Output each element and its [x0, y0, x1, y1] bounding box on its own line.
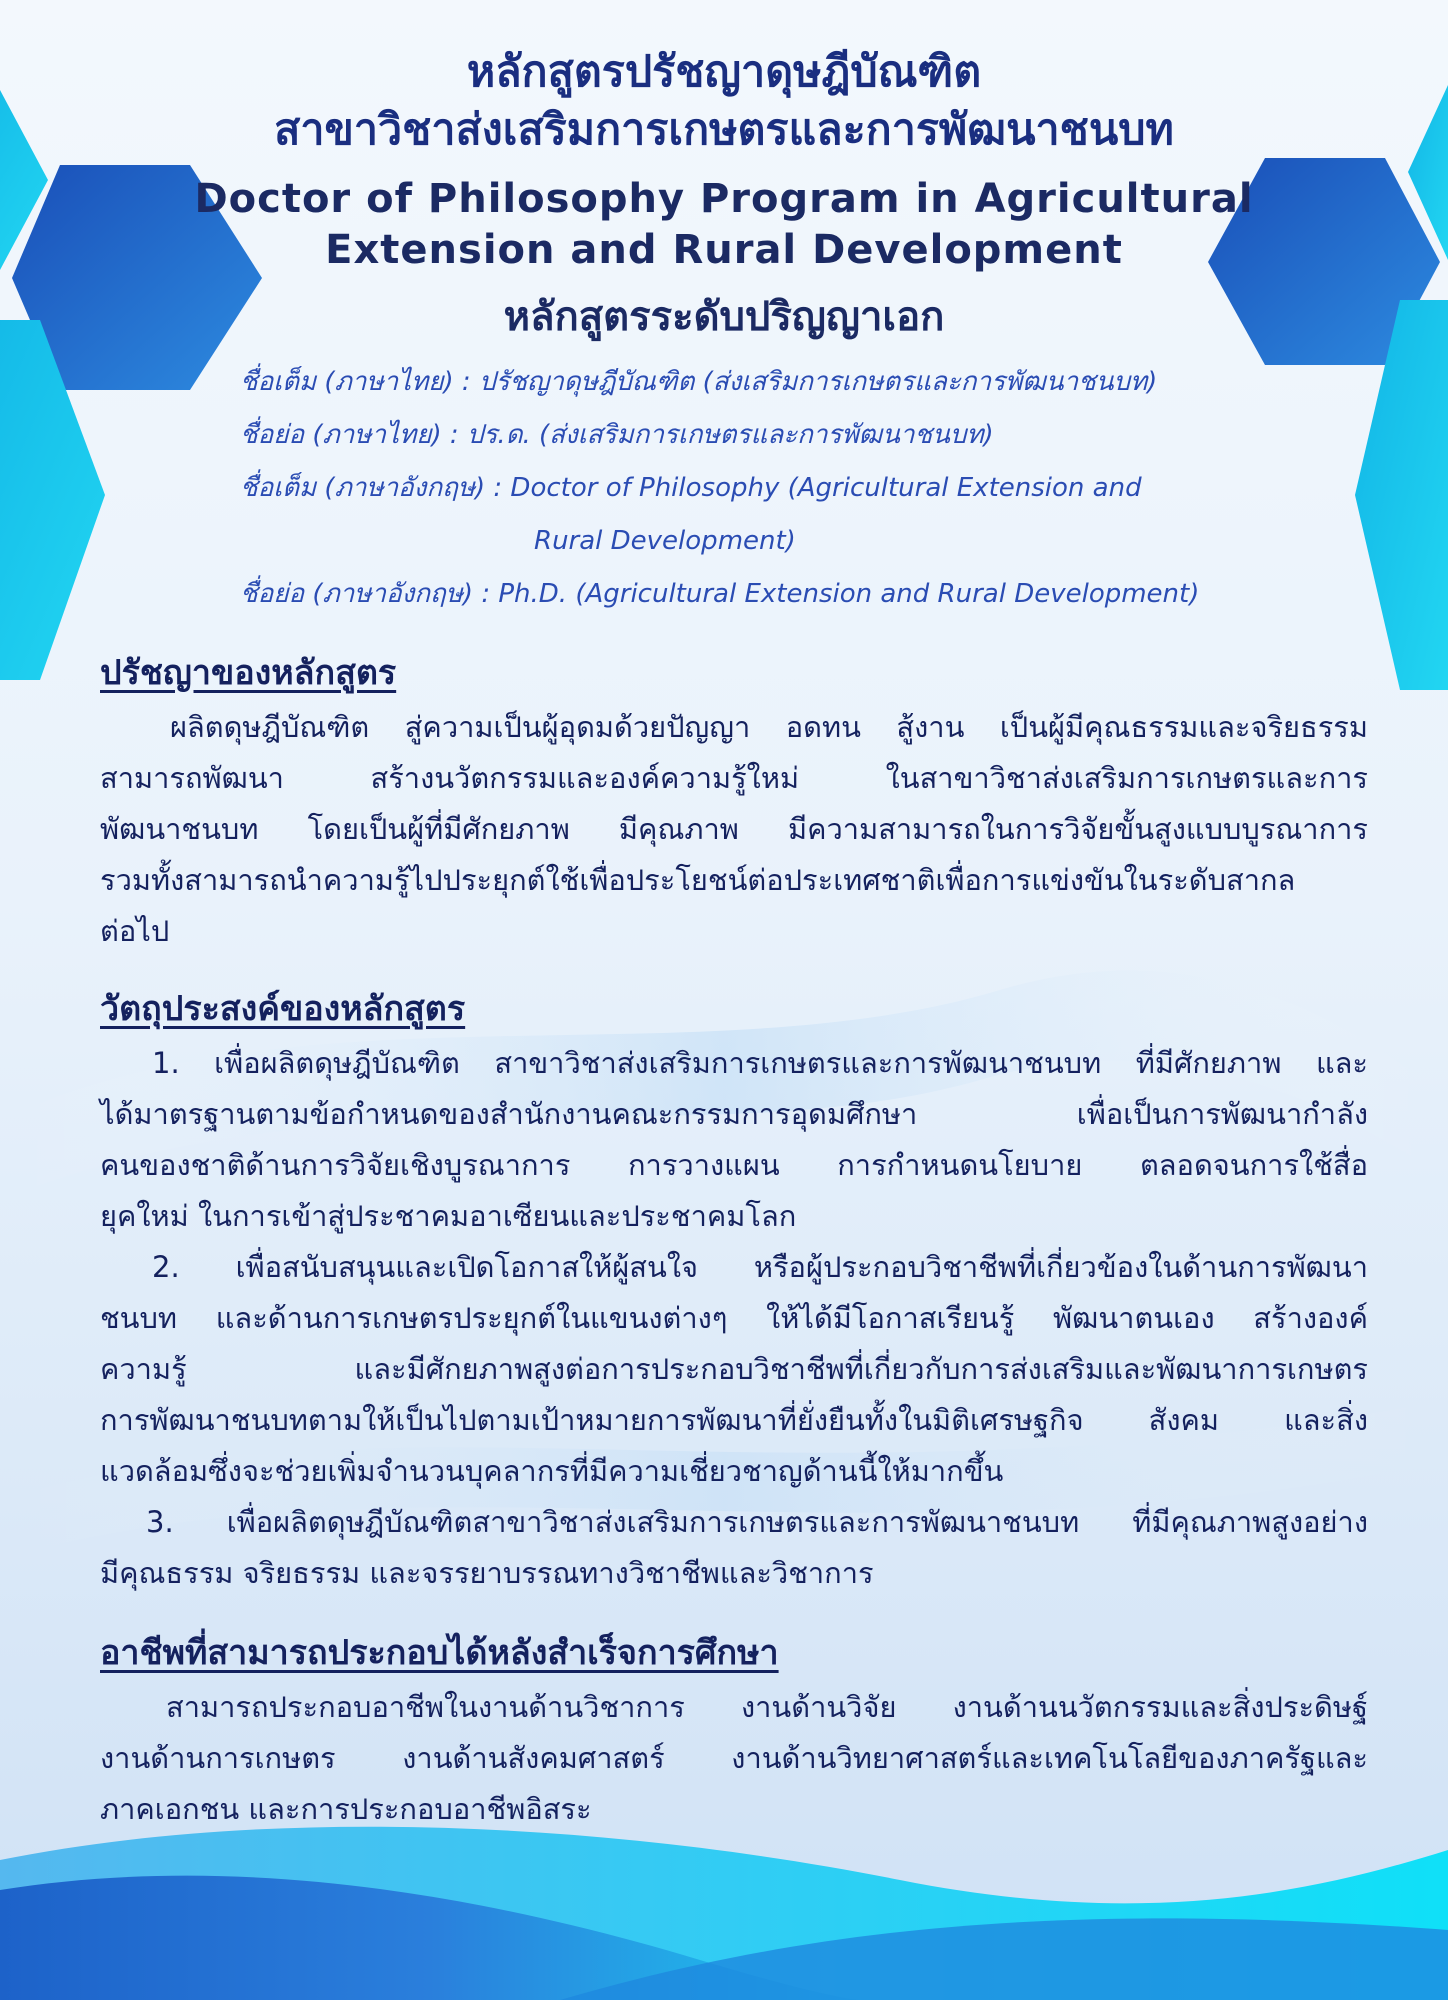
philosophy-line: พัฒนาชนบท โดยเป็นผู้ที่มีศักยภาพ มีคุณภาพ มีความสามารถในการวิจัยขั้นสูงแบบบูรณาการ	[100, 812, 1368, 846]
title-thai-line2: สาขาวิชาส่งเสริมการเกษตรและการพัฒนาชนบท	[274, 105, 1174, 155]
philosophy-line: ผลิตดุษฎีบัณฑิต สู่ความเป็นผู้อุดมด้วยปัญญา อดทน สู้งาน เป็นผู้มีคุณธรรมและจริยธรรม	[170, 710, 1368, 744]
careers-paragraph	[100, 1682, 1368, 1835]
title-english-line2: Extension and Rural Development	[325, 227, 1123, 273]
objective-line: 2. เพื่อสนับสนุนและเปิดโอกาสให้ผู้สนใจ หรือผู้ประกอบวิชาชีพที่เกี่ยวข้องในด้านการพัฒนา	[152, 1250, 1368, 1284]
philosophy-line: รวมทั้งสามารถนำความรู้ไปประยุกต์ใช้เพื่อประโยชน์ต่อประเทศชาติเพื่อการแข่งขันในระดับสากล	[100, 863, 1296, 897]
degree-full-english: ชื่อเต็ม (ภาษาอังกฤษ) : Doctor of Philosophy (Agricultural Extension and	[240, 473, 1142, 503]
objective-line: ความรู้ และมีศักยภาพสูงต่อการประกอบวิชาชีพที่เกี่ยวกับการส่งเสริมและพัฒนาการเกษตร	[100, 1352, 1368, 1386]
objective-line: ได้มาตรฐานตามข้อกำหนดของสำนักงานคณะกรรมการอุดมศึกษา เพื่อเป็นการพัฒนากำลัง	[100, 1097, 1368, 1131]
objective-line: ชนบท และด้านการเกษตรประยุกต์ในแขนงต่างๆ ให้ได้มีโอกาสเรียนรู้ พัฒนาตนเอง สร้างองค์	[100, 1301, 1368, 1335]
career-line: ภาคเอกชน และการประกอบอาชีพอิสระ	[100, 1792, 592, 1826]
philosophy-paragraph	[100, 702, 1368, 957]
degree-full-thai: ชื่อเต็ม (ภาษาไทย) : ปรัชญาดุษฎีบัณฑิต (ส่งเสริมการเกษตรและการพัฒนาชนบท)	[240, 367, 1158, 397]
career-line: สามารถประกอบอาชีพในงานด้านวิชาการ งานด้านวิจัย งานด้านนวัตกรรมและสิ่งประดิษฐ์	[166, 1690, 1368, 1724]
title-english-line1: Doctor of Philosophy Program in Agricultural	[194, 176, 1254, 222]
philosophy-line: ต่อไป	[100, 914, 170, 948]
objective-line: คนของชาติด้านการวิจัยเชิงบูรณาการ การวางแผน การกำหนดนโยบาย ตลอดจนการใช้สื่อ	[100, 1148, 1368, 1182]
objective-line: แวดล้อมซึ่งจะช่วยเพิ่มจำนวนบุคลากรที่มีความเชี่ยวชาญด้านนี้ให้มากขึ้น	[100, 1454, 1004, 1488]
objectives-paragraph	[100, 1038, 1368, 1599]
program-level: หลักสูตรระดับปริญญาเอก	[503, 294, 945, 340]
career-line: งานด้านการเกษตร งานด้านสังคมศาสตร์ งานด้านวิทยาศาสตร์และเทคโนโลยีของภาครัฐและ	[100, 1741, 1368, 1775]
philosophy-line: สามารถพัฒนา สร้างนวัตกรรมและองค์ความรู้ใหม่ ในสาขาวิชาส่งเสริมการเกษตรและการ	[100, 761, 1368, 795]
degree-full-english-cont: Rural Development)	[534, 526, 796, 556]
degree-short-thai: ชื่อย่อ (ภาษาไทย) : ปร.ด. (ส่งเสริมการเกษตรและการพัฒนาชนบท)	[240, 420, 994, 450]
objective-line: การพัฒนาชนบทตามให้เป็นไปตามเป้าหมายการพัฒนาที่ยั่งยืนทั้งในมิติเศรษฐกิจ สังคม และสิ่ง	[100, 1403, 1368, 1437]
objective-line: ยุคใหม่ ในการเข้าสู่ประชาคมอาเซียนและประชาคมโลก	[100, 1199, 797, 1233]
objective-line: 3. เพื่อผลิตดุษฎีบัณฑิตสาขาวิชาส่งเสริมการเกษตรและการพัฒนาชนบท ที่มีคุณภาพสูงอย่าง	[146, 1505, 1368, 1539]
title-thai-line1: หลักสูตรปรัชญาดุษฎีบัณฑิต	[466, 47, 982, 97]
objectives-heading: วัตถุประสงค์ของหลักสูตร	[100, 989, 466, 1029]
objective-line: 1. เพื่อผลิตดุษฎีบัณฑิต สาขาวิชาส่งเสริมการเกษตรและการพัฒนาชนบท ที่มีศักยภาพ และ	[152, 1046, 1368, 1080]
careers-heading: อาชีพที่สามารถประกอบได้หลังสำเร็จการศึกษา	[100, 1633, 779, 1673]
degree-short-english: ชื่อย่อ (ภาษาอังกฤษ) : Ph.D. (Agricultural Extension and Rural Development)	[240, 579, 1200, 609]
philosophy-heading: ปรัชญาของหลักสูตร	[100, 653, 397, 693]
objective-line: มีคุณธรรม จริยธรรม และจรรยาบรรณทางวิชาชีพและวิชาการ	[100, 1556, 874, 1590]
